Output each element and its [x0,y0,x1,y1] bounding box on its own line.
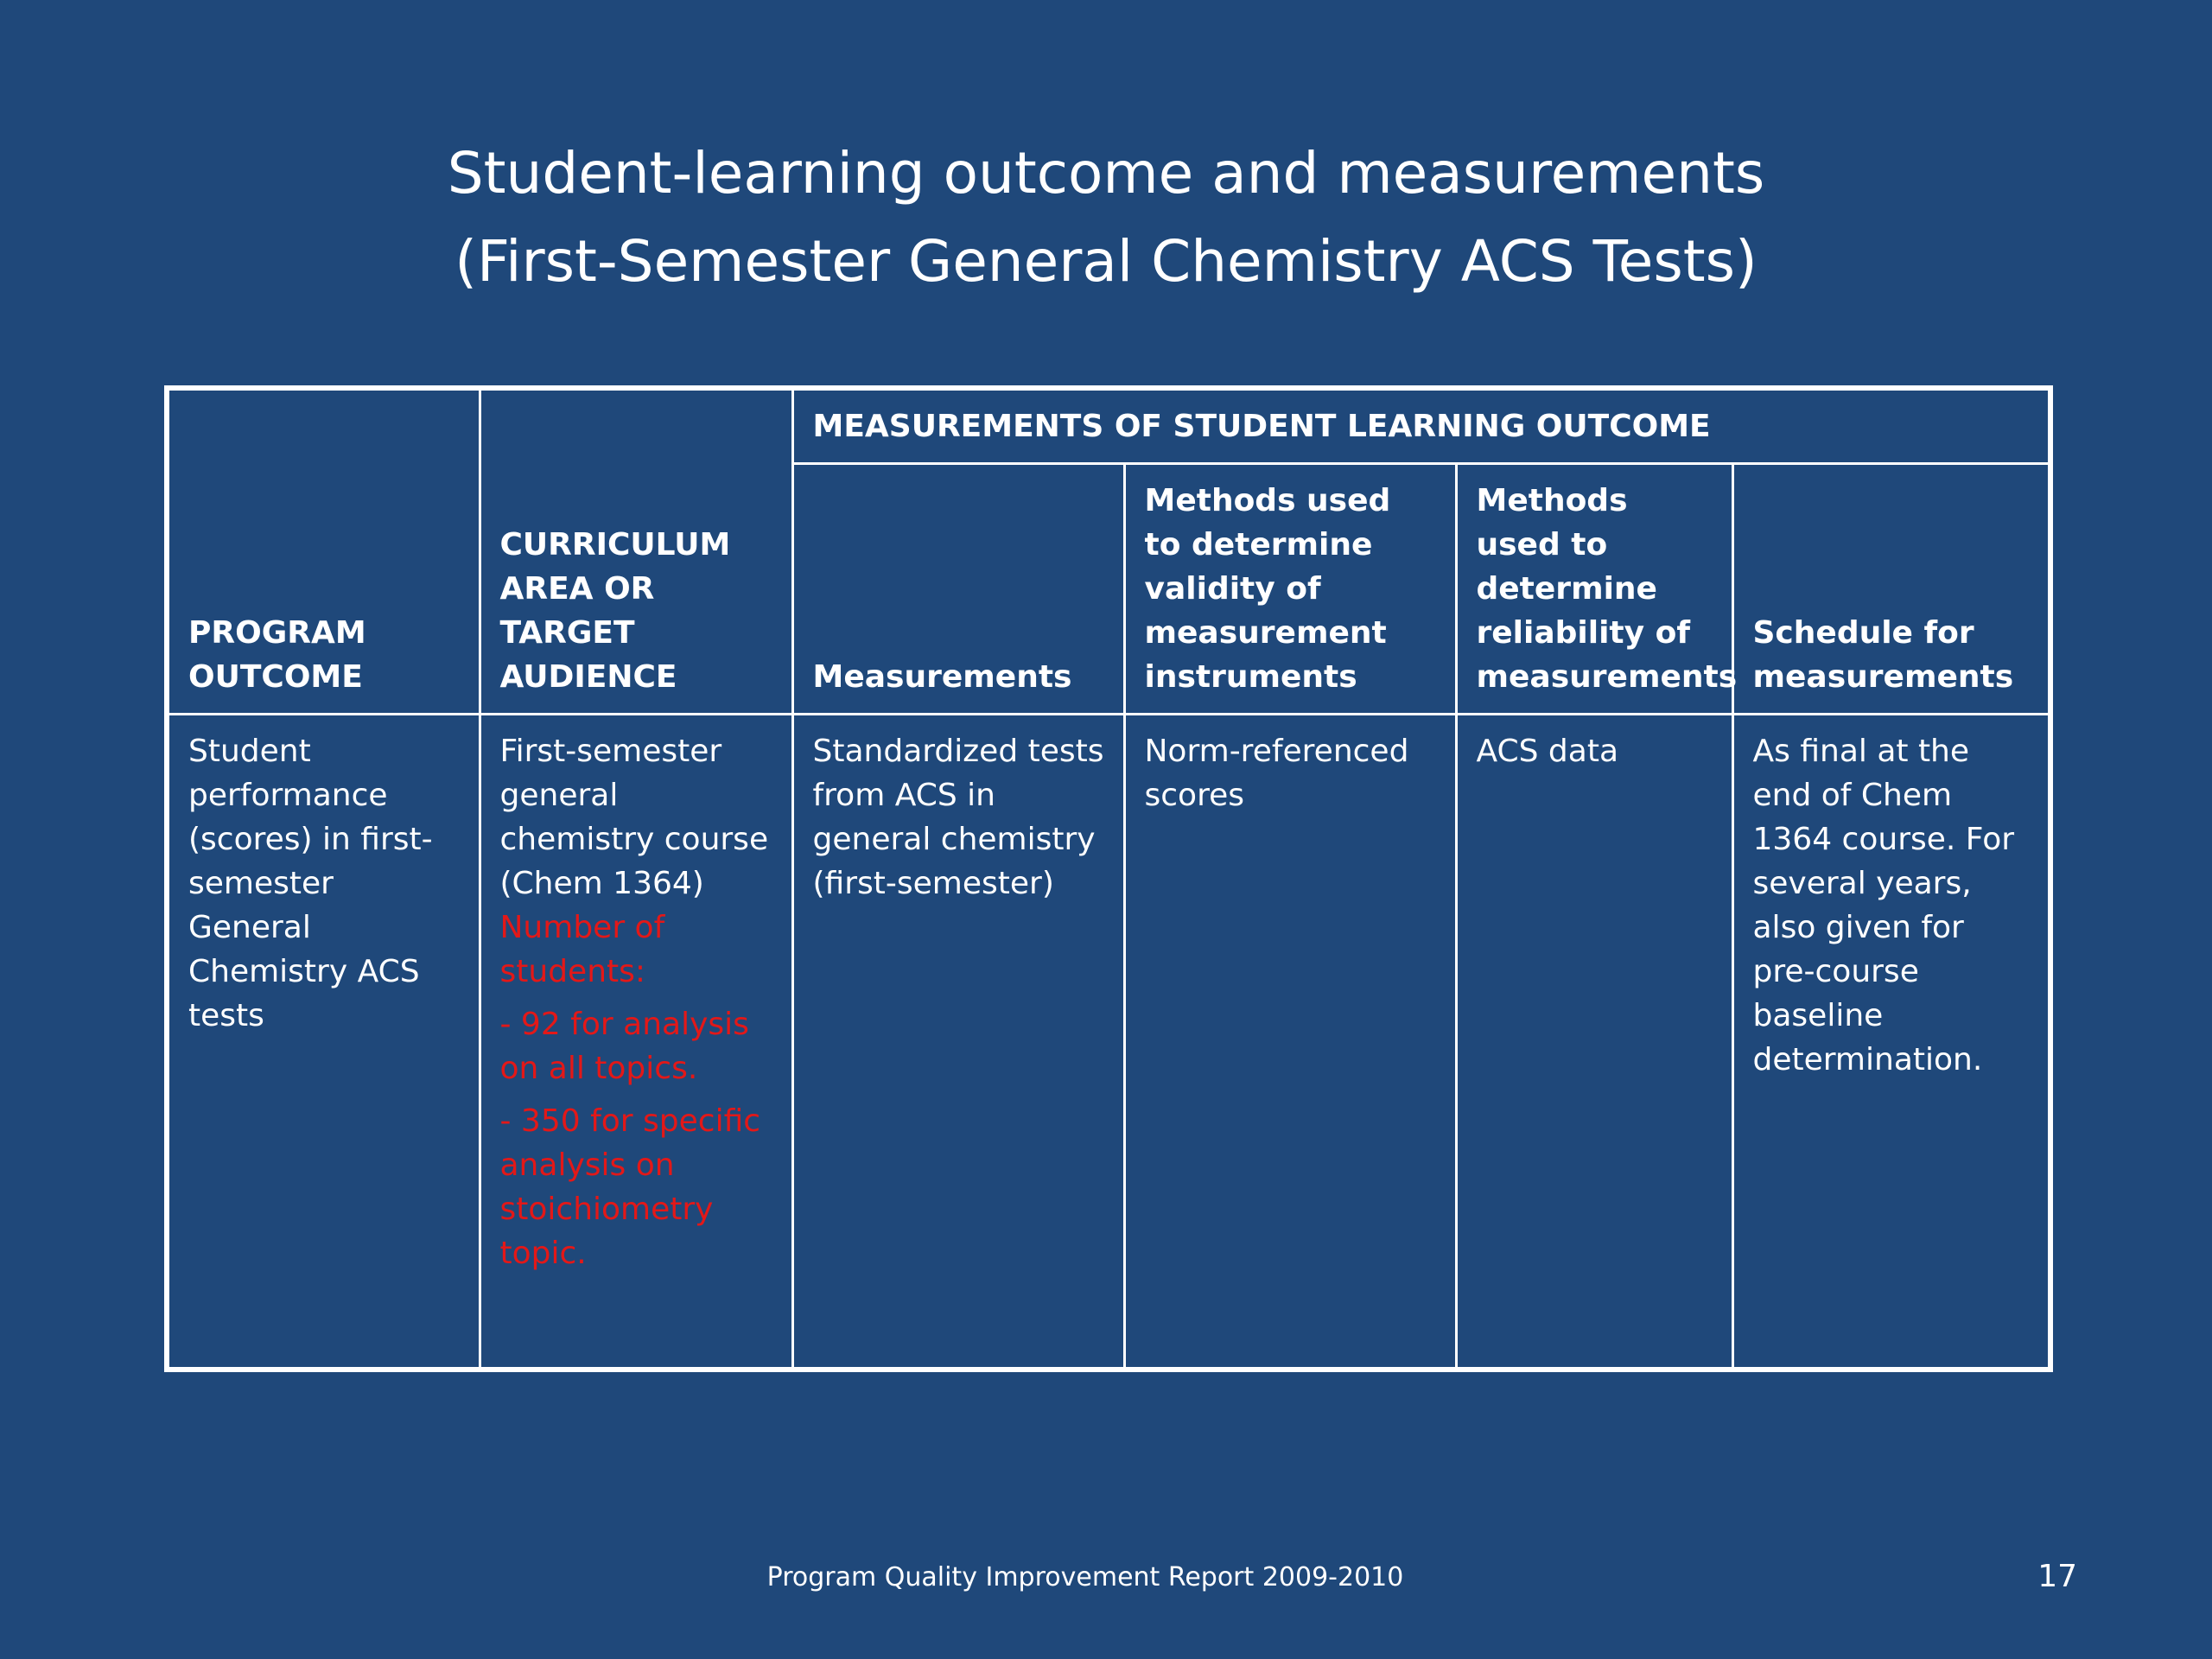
student-count-note [500,906,774,1275]
title-line-1: Student-learning outcome and measurements [447,140,1765,207]
cell-curriculum [480,715,792,1370]
student-count-heading: Number of students: [499,910,665,989]
header-program-outcome: PROGRAM OUTCOME [167,388,480,715]
header-measurements-group: MEASUREMENTS OF STUDENT LEARNING OUTCOME [792,388,2050,464]
header-measurements: Measurements [792,464,1124,715]
slide-title [0,130,2212,306]
validity-text: Norm-referenced scores [1144,734,1409,813]
schedule-text: As final at the end of Chem 1364 course. For several years, also given for pre-course baseline determination. [1752,734,2015,1077]
cell-measurements [792,715,1124,1370]
slide-footer: Program Quality Improvement Report 2009-2010 [766,1562,1404,1592]
cell-schedule [1732,715,2050,1370]
student-count-item-1: - 92 for analysis on all topics. [499,1007,749,1086]
title-line-2: (First-Semester General Chemistry ACS Tests) [454,228,1758,295]
table-row [167,715,2050,1370]
student-count-item-2: - 350 for specific analysis on stoichiometry topic. [499,1103,761,1271]
cell-program-outcome [167,715,480,1370]
header-curriculum: CURRICULUM AREA OR TARGET AUDIENCE [480,388,792,715]
outcome-measurements-table [164,385,2053,1372]
table-group-header-row [167,388,2050,464]
curriculum-text: First-semester general chemistry course (Chem 1364) [499,734,769,901]
page-number: 17 [2037,1559,2077,1594]
reliability-text: ACS data [1476,734,1619,769]
program-outcome-text: Student performance (scores) in first-semester General Chemistry ACS tests [188,734,433,1033]
cell-validity [1124,715,1456,1370]
cell-reliability [1456,715,1732,1370]
header-validity: Methods used to determine validity of measurement instruments [1124,464,1456,715]
measurements-text: Standardized tests from ACS in general chemistry (first-semester) [812,734,1104,901]
header-schedule: Schedule for measurements [1732,464,2050,715]
header-reliability: Methods used to determine reliability of measurements [1456,464,1732,715]
